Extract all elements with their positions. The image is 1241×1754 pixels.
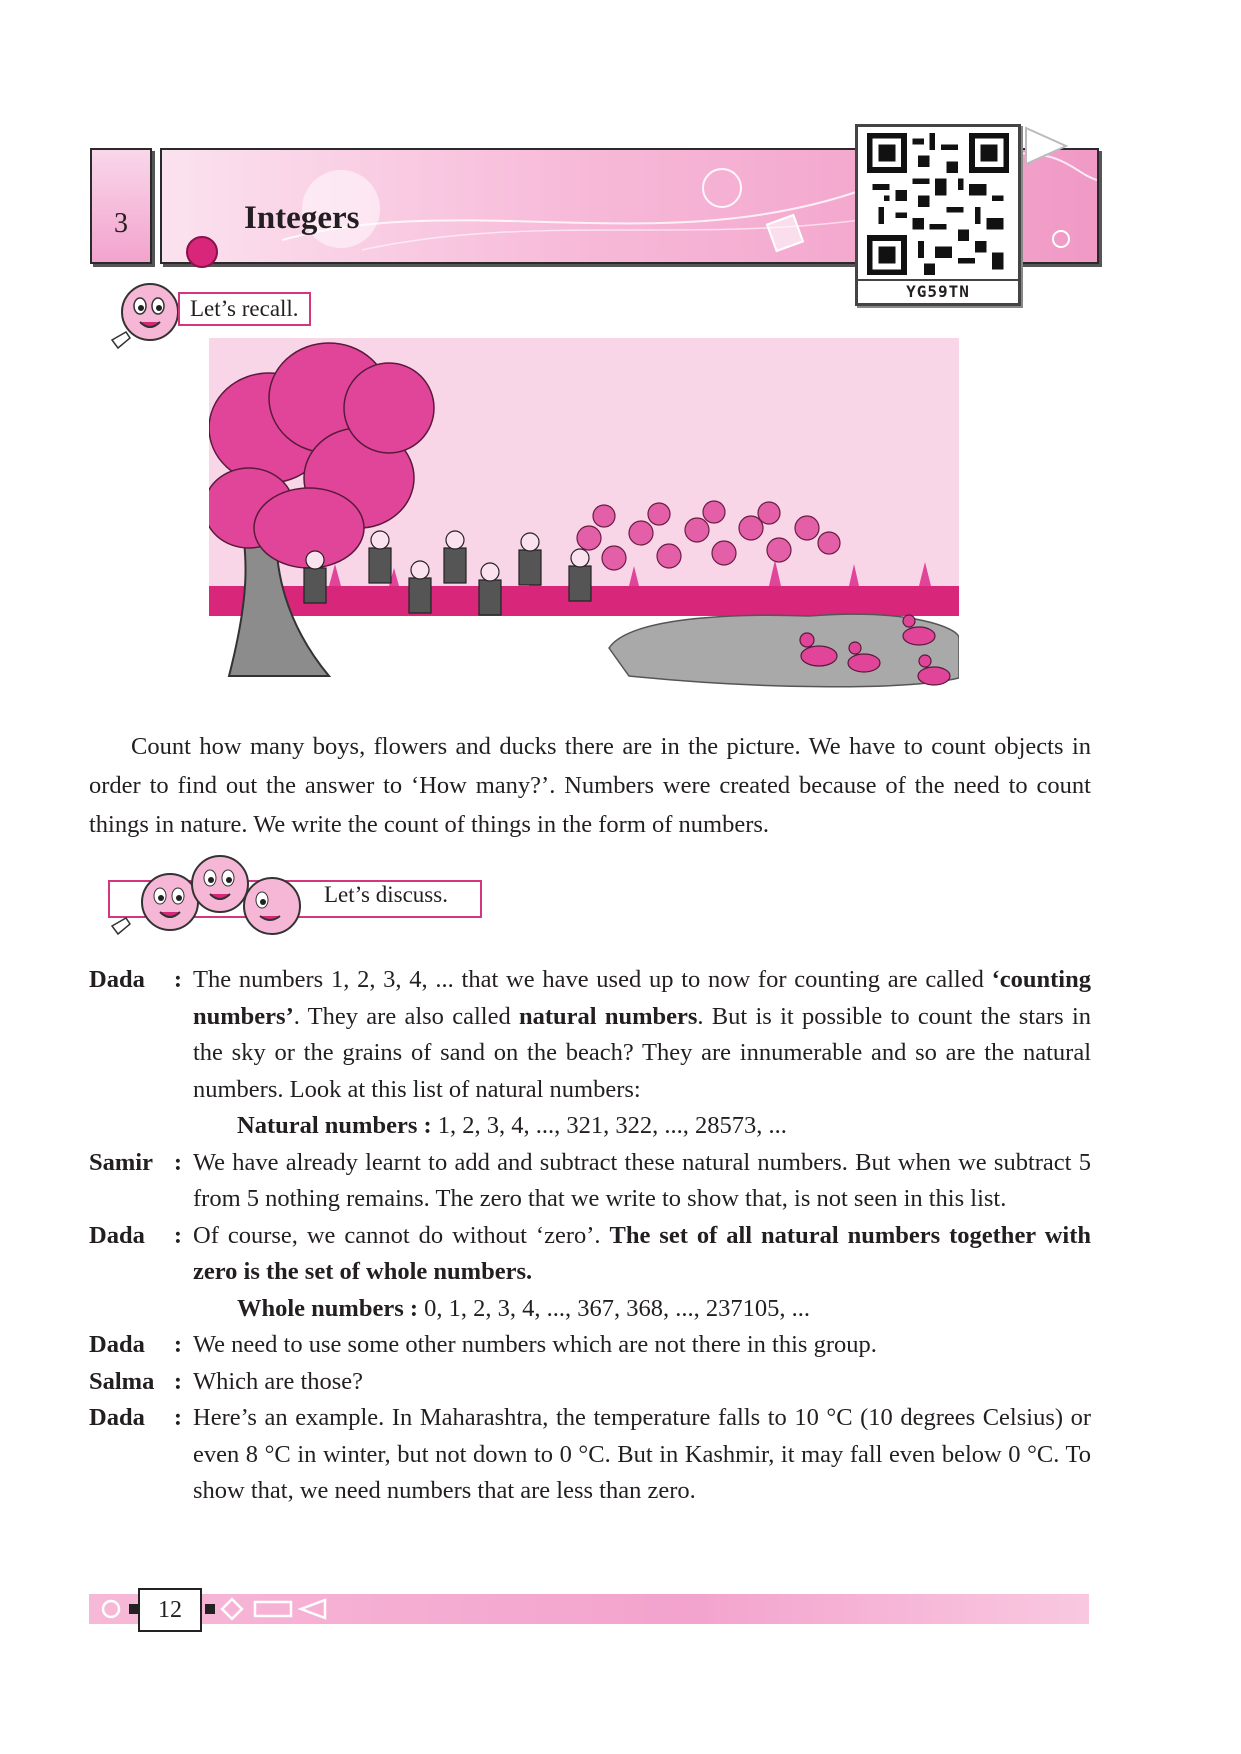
dialogue-row — [89, 1145, 1091, 1218]
speech-text: We have already learnt to add and subtract these natural numbers. But when we subtract 5 from 5 nothing remains. The zero that we write to show that, is not seen in this list. — [193, 1148, 1091, 1212]
speech-text — [193, 962, 1091, 1145]
chapter-number: 3 — [114, 208, 128, 239]
speaker-name: Dada — [89, 1404, 145, 1431]
chapter-number-box — [90, 148, 152, 264]
bold-term: natural numbers — [518, 1002, 698, 1030]
dialogue-row — [89, 962, 1091, 1145]
speaker-colon: : — [173, 1221, 183, 1249]
play-triangle-icon — [1022, 124, 1070, 172]
dialogue-row — [89, 1327, 1091, 1364]
bold-term: ‘counting numbers’ — [193, 966, 1091, 1030]
dialogue-row — [89, 1400, 1091, 1510]
speaker-colon: : — [173, 1148, 183, 1176]
speech-text-part: The numbers 1, 2, 3, 4, ... that we have used up to now for counting are called — [193, 966, 992, 993]
whole-numbers-set — [193, 1291, 1091, 1328]
speech-text: We need to use some other numbers which are not there in this group. — [193, 1331, 877, 1358]
speaker-name: Samir — [89, 1148, 153, 1176]
speaker-name: Dada — [89, 1221, 145, 1249]
qr-code-icon — [864, 133, 1012, 275]
speech-text-part: . But is it possible to count the stars in the sky or the grains of sand on the beach? They are innumerable and so are the natural numbers. Look at this list of natural numbers: — [193, 1002, 1091, 1103]
bold-term: The set of all natural numbers together with zero is the set of whole numbers. — [193, 1221, 1091, 1285]
decorative-pink-dot — [186, 236, 218, 268]
speech-text-part: . They are also called — [293, 1002, 519, 1030]
set-label: Whole numbers : — [237, 1294, 419, 1322]
speech-text-part: Of course, we cannot do without ‘zero’. — [193, 1221, 610, 1249]
speech-text: Which are those? — [193, 1367, 364, 1395]
boys-flowers-ducks-illustration — [209, 338, 959, 716]
speaker-name: Dada — [89, 1331, 145, 1358]
speech-text: Here’s an example. In Maharashtra, the temperature falls to 10 °C (10 degrees Celsius) or even 8 °C in winter, but not down to 0 °C. But in Kashmir, it may fall even below 0 °C. To show that, we need numbers that are less than zero. — [193, 1404, 1091, 1504]
speaker-name: Dada — [89, 966, 145, 993]
mascot-group-icon — [108, 850, 308, 940]
set-values: 1, 2, 3, 4, ..., 321, 322, ..., 28573, ... — [437, 1112, 787, 1139]
speaker-colon: : — [173, 1331, 183, 1358]
speaker-colon: : — [173, 966, 183, 993]
natural-numbers-set — [193, 1108, 1091, 1145]
lets-discuss-label: Let’s discuss. — [318, 882, 454, 908]
chapter-title: Integers — [244, 200, 360, 236]
qr-code-label: YG59TN — [858, 279, 1018, 303]
footer-bar — [89, 1594, 1089, 1624]
speaker-name: Salma — [89, 1367, 155, 1395]
dialogue-row — [89, 1218, 1091, 1328]
qr-code-box[interactable] — [855, 124, 1021, 306]
dialogue-row — [89, 1364, 1091, 1401]
speech-text — [193, 1218, 1091, 1328]
page-number: 12 — [138, 1588, 202, 1632]
set-values: 0, 1, 2, 3, 4, ..., 367, 368, ..., 237105, ... — [424, 1294, 811, 1322]
footer-shapes-icon — [89, 1594, 1089, 1624]
speaker-colon: : — [173, 1367, 183, 1395]
lets-recall-label: Let’s recall. — [178, 292, 311, 326]
speaker-colon: : — [173, 1404, 183, 1431]
set-label: Natural numbers : — [237, 1112, 432, 1139]
intro-paragraph: Count how many boys, flowers and ducks there are in the picture. We have to count objects in order to find out the answer to ‘How many?’. Numbers were created because of the need to count things in nature. We write the count of things in the form of numbers. — [89, 733, 1091, 838]
mascot-single-icon — [104, 280, 188, 354]
dialogue-section — [89, 962, 1091, 1510]
